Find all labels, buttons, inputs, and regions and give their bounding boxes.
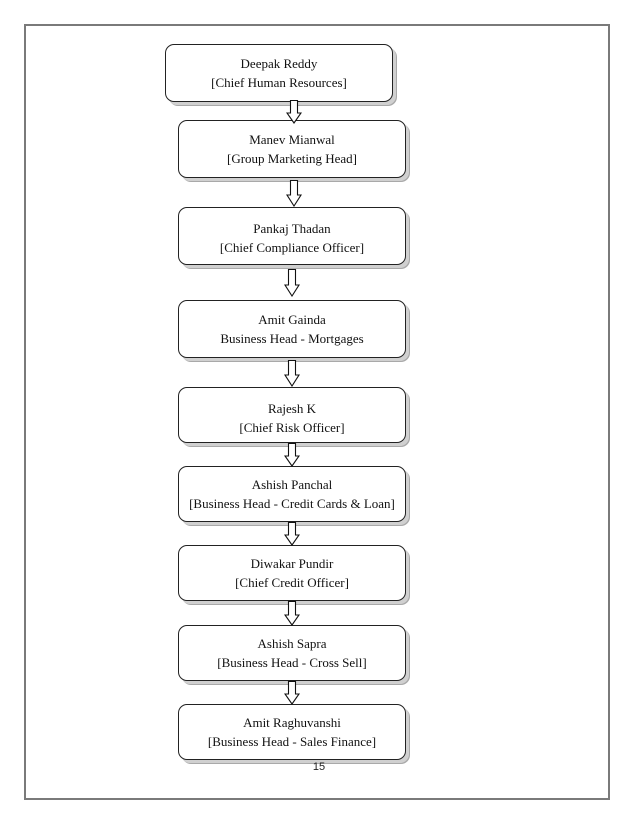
node-name: Rajesh K <box>267 401 317 416</box>
down-arrow-icon <box>284 443 300 467</box>
down-arrow-icon <box>284 269 300 297</box>
page-number: 15 <box>312 761 326 773</box>
node-title: [Chief Credit Officer] <box>235 575 349 590</box>
down-arrow-icon <box>286 180 302 207</box>
org-node-ashish-sapra <box>178 625 406 681</box>
node-title: [Chief Human Resources] <box>211 75 347 90</box>
node-title: [Business Head - Cross Sell] <box>217 655 367 670</box>
node-title: [Business Head - Sales Finance] <box>207 734 377 749</box>
down-arrow-icon <box>284 601 300 626</box>
node-title: [Group Marketing Head] <box>227 151 357 166</box>
node-title: [Chief Compliance Officer] <box>219 240 365 255</box>
org-node-pankaj-thadan <box>178 207 406 265</box>
org-node-rajesh-k <box>178 387 406 443</box>
org-node-deepak-reddy <box>165 44 393 102</box>
down-arrow-icon <box>284 681 300 705</box>
node-name: Ashish Panchal <box>251 477 333 492</box>
node-title: [Chief Risk Officer] <box>239 420 345 435</box>
org-node-ashish-panchal <box>178 466 406 522</box>
org-node-amit-raghuvanshi <box>178 704 406 760</box>
down-arrow-icon <box>286 100 302 124</box>
node-name: Diwakar Pundir <box>250 556 334 571</box>
org-node-diwakar-pundir <box>178 545 406 601</box>
org-node-manev-mianwal <box>178 120 406 178</box>
node-name: Pankaj Thadan <box>253 221 331 236</box>
node-name: Manev Mianwal <box>249 132 335 147</box>
node-name: Amit Gainda <box>258 312 326 327</box>
node-title: Business Head - Mortgages <box>220 331 364 346</box>
org-node-amit-gainda <box>178 300 406 358</box>
node-name: Amit Raghuvanshi <box>243 715 341 730</box>
down-arrow-icon <box>284 522 300 546</box>
node-name: Ashish Sapra <box>257 636 327 651</box>
node-name: Deepak Reddy <box>240 56 318 71</box>
node-title: [Business Head - Credit Cards & Loan] <box>189 496 395 511</box>
down-arrow-icon <box>284 360 300 387</box>
